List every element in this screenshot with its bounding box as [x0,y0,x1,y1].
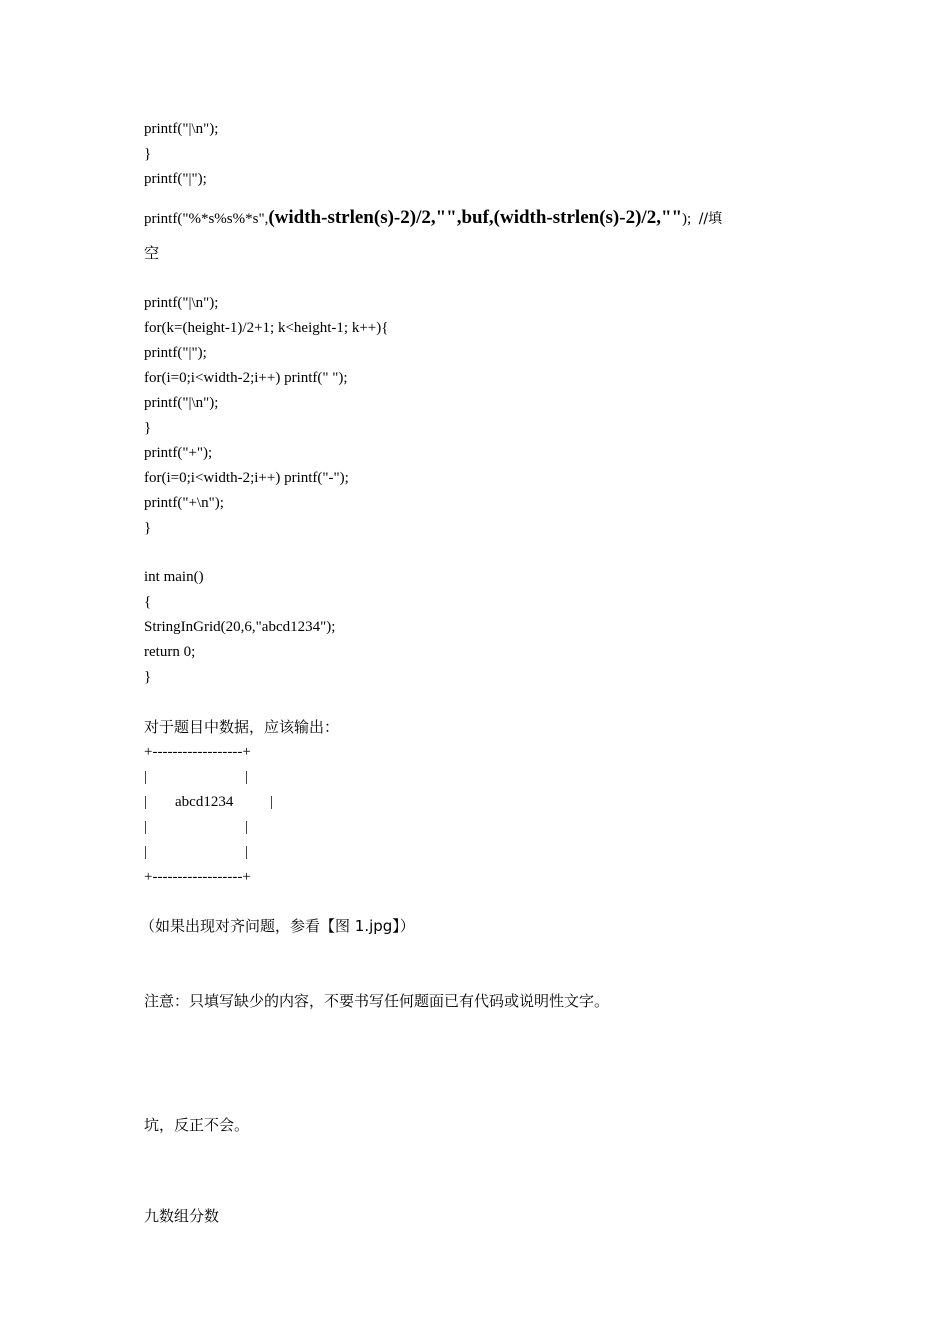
section-title: 九数组分数 [144,1207,220,1225]
fill-comment: //填 [698,211,723,227]
grid-row: | | [144,844,249,860]
code-line: int main() [144,569,204,585]
code-line: StringInGrid(20,6,"abcd1234"); [144,619,336,635]
code-line: printf("|\n"); [144,395,219,411]
grid-content: abcd1234 [175,794,234,810]
code-line: } [144,420,152,436]
code-line: } [144,520,152,536]
code-line: printf("+"); [144,445,213,461]
notice-text: 注意：只填写缺少的内容，不要书写任何题面已有代码或说明性文字。 [144,992,610,1010]
code-line: printf("|"); [144,171,207,187]
code-line: } [144,669,152,685]
remark-text: 坑，反正不会。 [144,1116,250,1134]
printf-suffix: ); [682,211,692,227]
code-line: printf("+\n"); [144,495,224,511]
grid-row: | | [144,819,249,835]
align-note: （如果出现对齐问题，参看【图 1.jpg】） [140,917,415,935]
grid-row: | | [144,769,249,785]
code-line: return 0; [144,644,196,660]
grid-content-row: | abcd1234 | [144,794,274,810]
code-line: for(i=0;i<width-2;i++) printf("-"); [144,470,349,486]
code-line: } [144,146,152,162]
printf-fill-line [144,206,722,230]
code-line: printf("|"); [144,345,207,361]
code-line: for(k=(height-1)/2+1; k<height-1; k++){ [144,320,389,336]
grid-top-border: +------------------+ [144,744,251,760]
code-line: for(i=0;i<width-2;i++) printf(" "); [144,370,348,386]
fill-answer: (width-strlen(s)-2)/2,"",buf,(width-strlen(s)-2)/2,"" [268,207,683,228]
printf-prefix: printf("%*s%s%*s", [144,211,269,227]
output-intro: 对于题目中数据，应该输出： [144,718,340,736]
code-line: printf("|\n"); [144,295,219,311]
fill-comment-wrap: 空 [144,244,160,262]
code-line: { [144,594,152,610]
grid-bottom-border: +------------------+ [144,869,251,885]
code-line: printf("|\n"); [144,121,219,137]
